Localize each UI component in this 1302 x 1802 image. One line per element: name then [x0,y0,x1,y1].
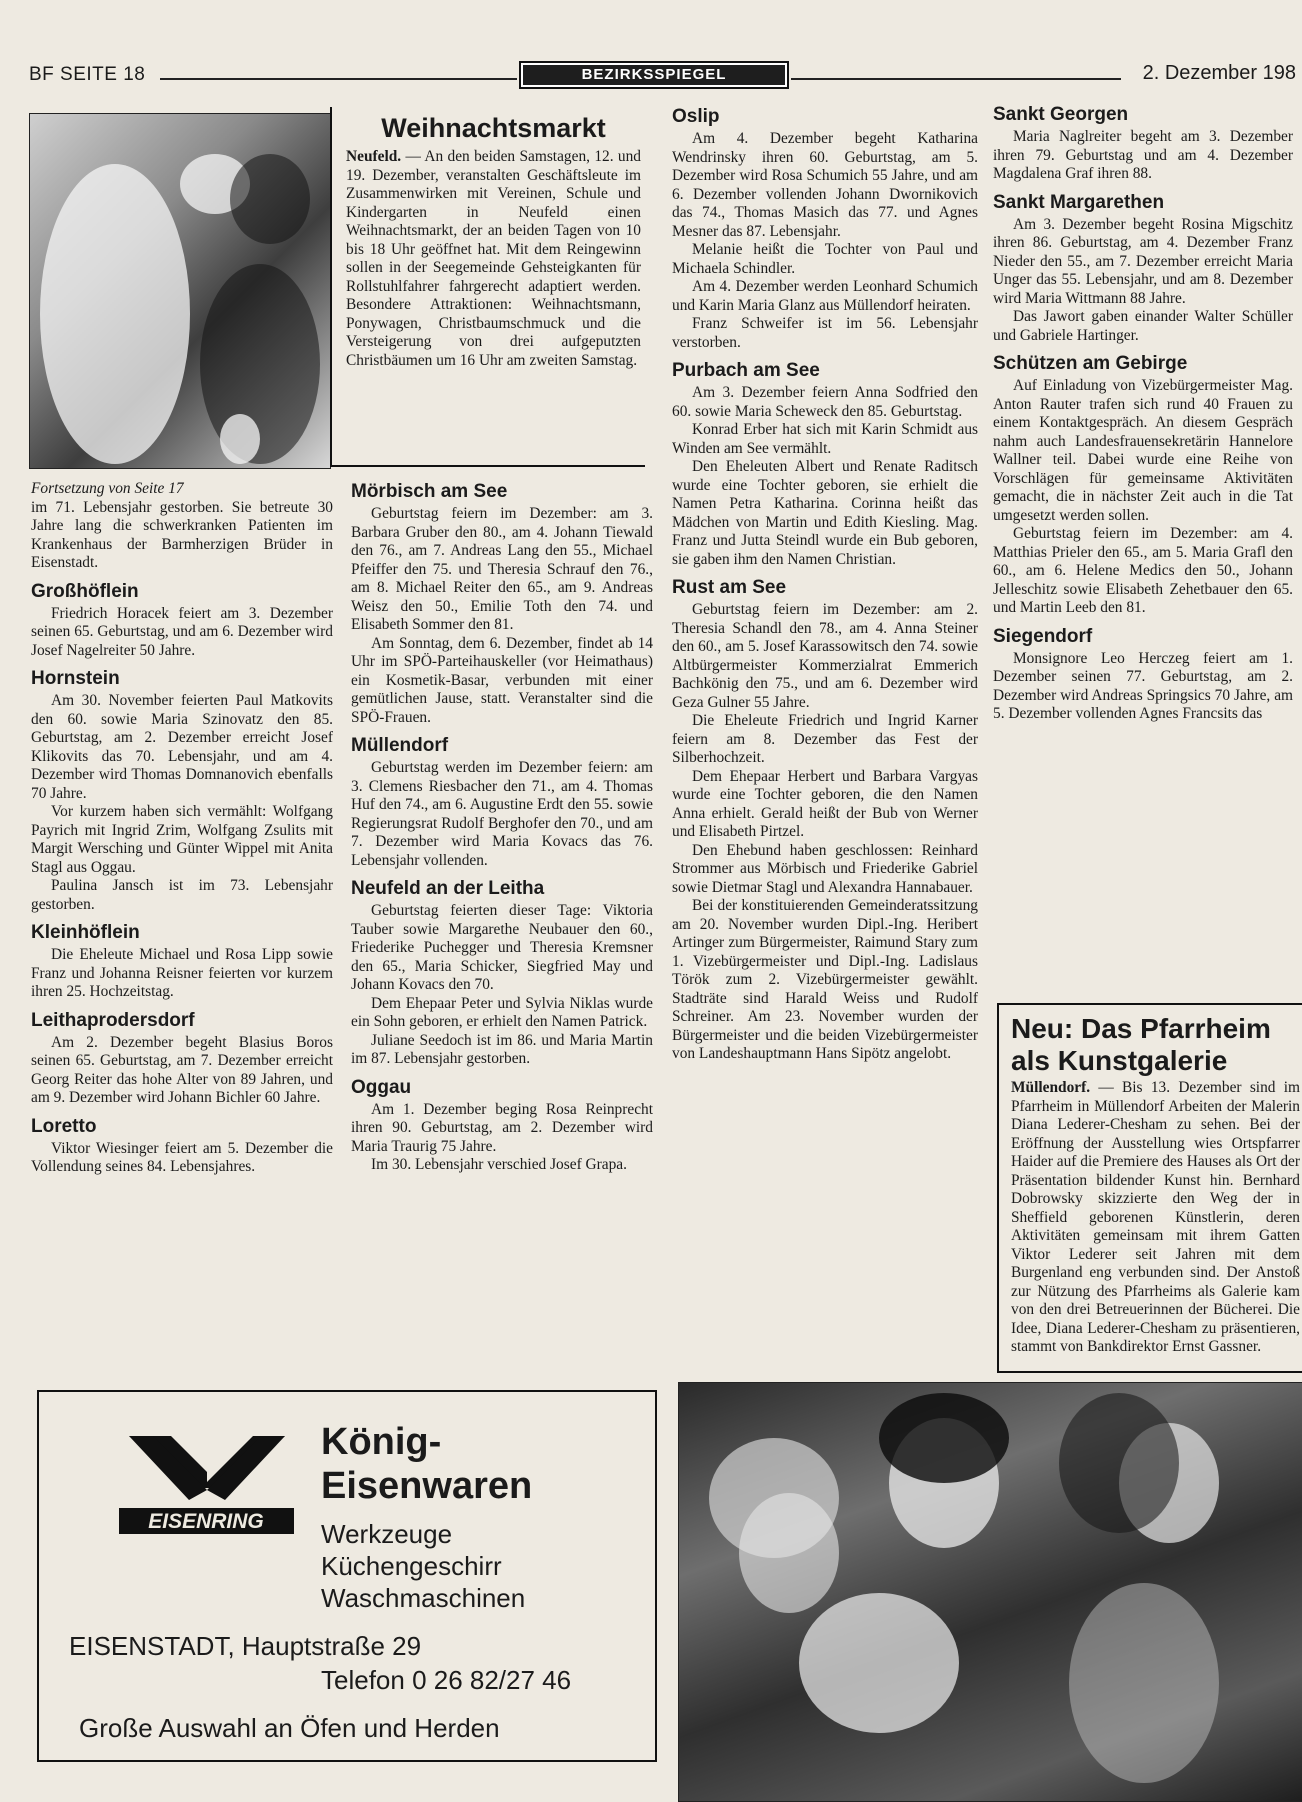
weihnachtsmarkt-place: Neufeld. [346,148,402,165]
article-text: Bei der konstituierenden Gemeinderatssitzung am 20. November wurden Dipl.-Ing. Heribert Artinger zum Bürgermeister, Raimund Stary zum 1. Vizebürgermeister und Dipl.-Ing. Ladislaus Török zum 2. Vizebürgermeister gewählt. Stadträte sind Harald Weiss und Rudolf Schreiner. Am 23. November wurden der Bürgermeister und die beiden Vizebürgermeister von Landeshauptmann Hans Sipötz angelobt. [672,897,978,1062]
weihnachtsmarkt-photo [29,113,331,469]
article-text: Geburtstag feierten dieser Tage: Viktoria Tauber sowie Margarethe Neubauer den 60., Friederike Puchegger und Theresia Kremsner den 65., Maria Schicker, Siegfried May und Johann Kovacs den 70. [351,902,653,993]
heading-oslip: Oslip [672,106,720,127]
column-1 [31,480,333,1177]
article-text: Melanie heißt die Tochter von Paul und Michaela Schindler. [672,241,978,277]
article-text: Franz Schweifer ist im 56. Lebensjahr verstorben. [672,315,978,351]
heading-purbach: Purbach am See [672,360,820,381]
article-text: Am 2. Dezember begeht Blasius Boros seinen 65. Geburtstag, am 7. Dezember erreicht Georg Reiter das hohe Alter von 89 Jahren, und am 9. Dezember wird Johann Bichler 60 Jahre. [31,1033,333,1106]
page-number: BF SEITE 18 [29,64,146,85]
section-banner [519,61,789,89]
ad-product-item: Werkzeuge [321,1519,453,1549]
pfarrheim-text: — Bis 13. Dezember sind im Pfarrheim in Müllendorf Arbeiten der Malerin Diana Lederer-Chesham zu sehen. Bei der Eröffnung der Ausstellung wies Ortspfarrer Haider auf die Premiere des Hauses als Ort der Präsentation bildender Kunst hin. Bernhard Dobrowsky skizzierte den Weg der in Sheffield geborenen Künstlerin, deren Aktivitäten gemeinsam mit ihrem Gatten Viktor Lederer seit Jahren mit dem Burgenland eng verbunden sind. Der Anstoß zur Nützung des Pfarrheims als Galerie kam von den drei Betreuerinnen der Bücherei. Die Idee, Diana Lederer-Chesham zu präsentieren, stammt von Bankdirektor Ernst Gassner. [1011,1079,1300,1355]
article-text: Geburtstag feiern im Dezember: am 4. Matthias Prieler den 65., am 5. Maria Grafl den 60., am 6. Helene Medics den 50., Johann Jelleschitz sowie Elisabeth Zehetbauer den 65. und Martin Leeb den 81. [993,525,1293,616]
article-text: Am Sonntag, dem 6. Dezember, findet ab 14 Uhr im SPÖ-Parteihauskeller (vor Heimathaus) ein Kosmetik-Basar, verbunden mit einer gemütlichen Jause, statt. Veranstalter sind die SPÖ-Frauen. [351,634,653,726]
ad-slogan: Große Auswahl an Öfen und Herden [79,1713,500,1743]
section-title: BEZIRKSSPIEGEL [523,65,785,85]
koenig-eisenwaren-ad [37,1390,657,1762]
ad-product-list [321,1518,525,1614]
heading-schuetzen: Schützen am Gebirge [993,353,1188,374]
eisenring-logo-mark [109,1430,304,1540]
continuation-caption: Fortsetzung von Seite 17 [31,480,184,497]
heading-grosshoeflein: Großhöflein [31,580,139,602]
article-text: Viktor Wiesinger feiert am 5. Dezember die Vollendung seines 84. Lebensjahres. [31,1139,333,1175]
article-text: Konrad Erber hat sich mit Karin Schmidt aus Winden am See vermählt. [672,421,978,457]
column-4 [993,104,1293,724]
heading-siegendorf: Siegendorf [993,625,1093,647]
column-3 [672,106,978,1064]
heading-sankt-margarethen: Sankt Margarethen [993,191,1165,213]
article-text: Die Eheleute Friedrich und Ingrid Karner feiern am 8. Dezember das Fest der Silberhochzeit. [672,712,978,766]
weihnachtsmarkt-text: — An den beiden Samstagen, 12. und 19. Dezember, veranstalten Geschäftsleute im Zusammenwirken mit Vereinen, Schule und Kindergarten in Neufeld einen Weihnachtsmarkt, der an beiden Tagen von 10 bis 18 Uhr geöffnet hat. Mit dem Reingewinn sollen in der Seegemeinde Gehsteigkanten für Rollstuhlfahrer fahrgerecht adaptiert werden. Besondere Attraktionen: Weihnachtsmann, Ponywagen, Christbaumschmuck und die Versteigerung von drei aufgeputzten Christbäumen um 16 Uhr am zweiten Samstag. [346,148,641,369]
article-text: Dem Ehepaar Herbert und Barbara Vargyas wurde eine Tochter geboren, die den Namen Anna erhielt. Gerald heißt der Bub von Werner und Elisabeth Pirtzel. [672,767,978,840]
article-text: Juliane Seedoch ist im 86. und Maria Martin im 87. Lebensjahr gestorben. [351,1031,653,1067]
header-rule-left [160,78,517,80]
pfarrheim-article [997,1003,1302,1373]
article-text: Geburtstag feiern im Dezember: am 2. Theresia Schandl den 78., am 4. Anna Steiner den 60., am 5. Josef Karassowitsch den 74. sowie Altbürgermeister Kommerzialrat Emmerich Bachkönig den 75., und am 6. Dezember wird Geza Gulner 55 Jahre. [672,601,978,711]
ad-title-line2: Eisenwaren [321,1465,533,1507]
article-text: Am 30. November feierten Paul Matkovits den 60. sowie Maria Szinovatz den 85. Geburtstag, am 2. Dezember erreicht Josef Klikovits das 70. Lebensjahr, und am 4. Dezember wird Thomas Domnanovich ebenfalls 70 Jahre. [31,692,333,802]
article-text: Das Jawort gaben einander Walter Schüller und Gabriele Hartinger. [993,308,1293,344]
pfarrheim-exhibition-photo [678,1382,1302,1802]
article-text: Am 1. Dezember beging Rosa Reinprecht ihren 90. Geburtstag, am 2. Dezember wird Maria Traurig 75 Jahre. [351,1100,653,1155]
column-2 [351,481,653,1175]
heading-loretto: Loretto [31,1115,97,1137]
article-text: Paulina Jansch ist im 73. Lebensjahr gestorben. [31,877,333,913]
article-text: Am 3. Dezember begeht Rosina Migschitz ihren 86. Geburtstag, am 4. Dezember Franz Nieder den 55., am 7. Dezember erreicht Maria Unger das 55. Lebensjahr, und am 8. Dezember wird Maria Wittmann 88 Jahre. [993,215,1293,307]
weihnachtsmarkt-article [330,107,645,467]
heading-leithaprodersdorf: Leithaprodersdorf [31,1009,195,1031]
ad-address: EISENSTADT, Hauptstraße 29 [69,1631,422,1661]
article-text: Vor kurzem haben sich vermählt: Wolfgang Payrich mit Ingrid Zrim, Wolfgang Zsulits mit Margit Wersching und Günter Wippel mit Anita Stagl aus Oggau. [31,803,333,876]
ad-product-item: Waschmaschinen [321,1583,526,1613]
article-text: Am 4. Dezember begeht Katharina Wendrinsky ihren 60. Geburtstag, am 5. Dezember wird Rosa Schumich 55 Jahre, und am 6. Dezember vollenden Johann Dwornikovich das 74., Thomas Masich das 77. und Agnes Mesner das 87. Lebensjahr. [672,130,978,240]
article-text: Friedrich Horacek feiert am 3. Dezember seinen 65. Geburtstag, und am 6. Dezember wird Josef Nagelreiter 50 Jahre. [31,604,333,659]
weihnachtsmarkt-headline: Weihnachtsmarkt [381,113,606,143]
issue-date: 2. Dezember 198 [1142,62,1296,84]
article-text: Geburtstag werden im Dezember feiern: am 3. Clemens Riesbacher den 71., am 4. Thomas Huf den 74., am 6. Augustine Erdt den 55. sowie Regierungsrat Rudolf Berghofer den 70., und am 7. Dezember wird Maria Kovacs das 76. Lebensjahr vollenden. [351,759,653,869]
weihnachtsmarkt-body [346,148,641,370]
pfarrheim-headline: Neu: Das Pfarrheim als Kunstgalerie [1011,1013,1271,1076]
eisenring-logo [109,1430,304,1540]
ad-product-item: Küchengeschirr [321,1551,502,1581]
heading-moerbisch: Mörbisch am See [351,481,508,502]
header-rule-right [791,78,1121,80]
heading-hornstein: Hornstein [31,668,120,689]
article-text: im 71. Lebensjahr gestorben. Sie betreute 30 Jahre lang die schwerkranken Patienten im Krankenhaus der Barmherzigen Brüder in Eisenstadt. [31,498,333,571]
heading-rust: Rust am See [672,577,787,598]
article-text: Am 3. Dezember feiern Anna Sodfried den 60. sowie Maria Scheweck den 85. Geburtstag. [672,384,978,420]
heading-sankt-georgen: Sankt Georgen [993,104,1129,125]
article-text: Auf Einladung von Vizebürgermeister Mag. Anton Rauter trafen sich rund 40 Frauen zu einem Kontaktgespräch. An diesem Gespräch nahm auch Landesfrauensekretärin Hannelore Wallner teil. Dabei wurde eine Reihe von Vorschlägen für gemeinsame Aktivitäten gemacht, die in nächster Zeit auch in die Tat umgesetzt werden sollen. [993,377,1293,524]
article-text: Monsignore Leo Herczeg feiert am 1. Dezember seinen 77. Geburtstag, am 2. Dezember wird Andreas Springsics 70 Jahre, am 5. Dezember vollenden Agnes Francsits das [993,649,1293,722]
ad-title-line1: König- [321,1421,442,1463]
eisenring-logo-text: EISENRING [148,1510,264,1533]
article-text: Geburtstag feiern im Dezember: am 3. Barbara Gruber den 80., am 4. Johann Tiewald den 76., am 7. Andreas Lang den 55., Michael Pfeiffer den 75. und Theresia Schrauf den 76., am 8. Michael Reiter den 65., am 9. Andreas Weisz den 50., Emilie Toth den 74. und Elisabeth Sommer den 81. [351,505,653,633]
heading-oggau: Oggau [351,1076,412,1098]
article-text: Dem Ehepaar Peter und Sylvia Niklas wurde ein Sohn geboren, er erhielt den Namen Patrick. [351,994,653,1030]
pfarrheim-body [1011,1079,1302,1357]
heading-kleinhoeflein: Kleinhöflein [31,922,140,943]
article-text: Maria Naglreiter begeht am 3. Dezember ihren 79. Geburtstag und am 4. Dezember Magdalena Graf ihren 88. [993,128,1293,182]
article-text: Den Ehebund haben geschlossen: Reinhard Strommer aus Mörbisch und Friederike Gabriel sowie Dietmar Stagl und Alexandra Hannabauer. [672,841,978,896]
article-text: Die Eheleute Michael und Rosa Lipp sowie Franz und Johanna Reisner feierten vor kurzem ihren 25. Hochzeitstag. [31,946,333,1000]
heading-muellendorf: Müllendorf [351,735,449,756]
heading-neufeld: Neufeld an der Leitha [351,878,545,899]
pfarrheim-place: Müllendorf. [1011,1079,1091,1096]
article-text: Im 30. Lebensjahr verschied Josef Grapa. [371,1156,627,1173]
ad-phone: Telefon 0 26 82/27 46 [321,1665,572,1695]
article-text: Am 4. Dezember werden Leonhard Schumich und Karin Maria Glanz aus Müllendorf heiraten. [672,278,978,314]
ad-title [321,1420,532,1508]
article-text: Den Eheleuten Albert und Renate Raditsch wurde eine Tochter geboren, sie erhielt die Namen Petra Katharina. Corinna heißt das Mädchen von Martin und Edith Kiesling. Mag. Franz und Jutta Steindl wurde ein Bub geboren, sie gaben ihm den Namen Christian. [672,458,978,568]
